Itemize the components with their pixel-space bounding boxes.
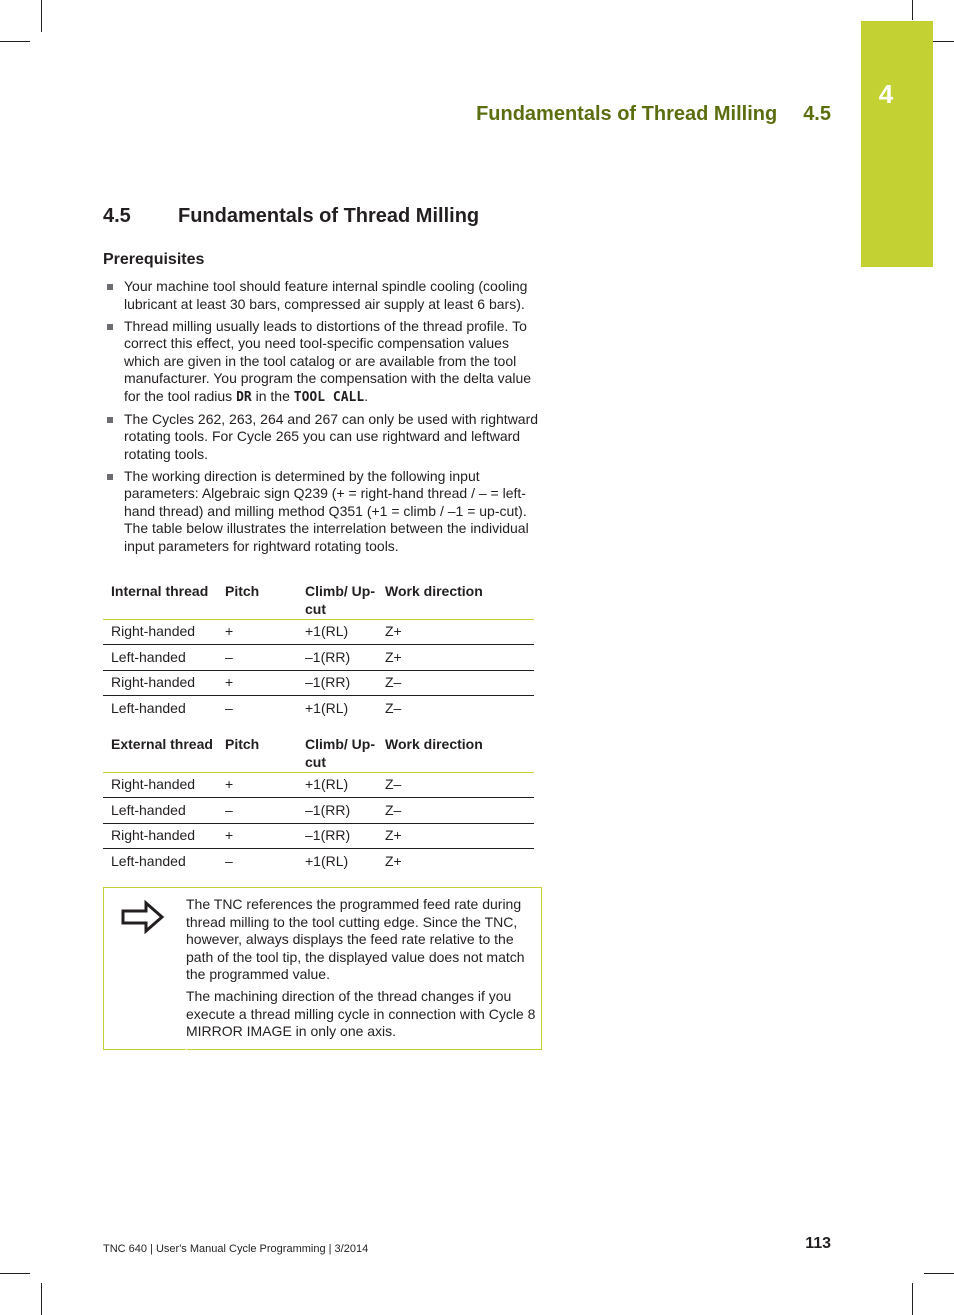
note-paragraph: The machining direction of the thread changes if you execute a thread milling cycle in connection with Cycle 8 MIRROR IMAGE in only one axis. [186,988,536,1039]
table-cell: – [225,853,233,869]
list-item-text: Your machine tool should feature internal spindle cooling (cooling lubricant at least 30 bars, compressed air supply at least 6 bars). [124,278,528,312]
note-box [103,887,542,1050]
running-header-title: Fundamentals of Thread Milling [476,103,778,125]
table-header: Work direction [377,732,534,772]
table-cell: –1(RR) [297,823,377,849]
table-row [103,670,534,696]
section-number: 4.5 [103,205,131,227]
running-header-number: 4.5 [803,103,831,125]
table-cell: +1(RL) [297,619,377,645]
table-cell: Z– [377,670,534,696]
footer-text: TNC 640 | User's Manual Cycle Programming | 3/2014 [103,1243,369,1255]
list-item-text: The Cycles 262, 263, 264 and 267 can only be used with rightward rotating tools. For Cycle 265 you can use rightward and leftward rotating tools. [124,410,539,462]
crop-mark [912,0,913,20]
prerequisites-list [103,278,543,560]
bullet-square-icon [107,417,113,423]
table-cell: +1(RL) [305,700,349,716]
note-text [186,896,536,1045]
crop-mark [912,1283,913,1315]
table-header: Climb/ Up-cut [297,579,377,619]
table-cell: Right-handed [103,823,217,849]
list-item [103,278,543,313]
table-header-row [103,732,534,772]
table-header: Pitch [217,732,297,772]
table-header-row [103,579,534,619]
internal-thread-table [103,579,534,721]
table-cell: + [217,670,297,696]
table-cell: Z+ [377,619,534,645]
table-cell: Right-handed [103,619,217,645]
bullet-square-icon [107,474,113,480]
arrow-right-icon [121,900,165,934]
bullet-square-icon [107,324,113,330]
section-title-text: Fundamentals of Thread Milling [178,205,480,227]
table-row [103,823,534,849]
table-cell: – [217,798,297,824]
code-dr: DR [236,389,252,405]
table-cell: – [225,700,233,716]
table-cell: Left-handed [103,798,217,824]
table-cell: –1(RR) [297,645,377,671]
table-header: Pitch [217,579,297,619]
crop-mark [41,1283,42,1315]
table-row [103,772,534,798]
list-item-text: in the [251,387,294,404]
list-item-text: The working direction is determined by the following input parameters: Algebraic sign Q239 (+ = right-hand thread / – = left-hand thread) and milling method Q351 (+1 = climb / –1 = up-cut). The table below illustrates the interrelation between the individual input parameters for rightward rotating tools. [124,467,529,554]
table-header: Climb/ Up-cut [297,732,377,772]
table-cell: +1(RL) [297,772,377,798]
table-cell: + [217,823,297,849]
table-cell: Right-handed [103,670,217,696]
table-cell: Z+ [385,853,402,869]
table-cell: Z– [385,700,402,716]
list-item-text: . [364,387,369,404]
list-item [103,411,543,464]
table-row [103,849,534,875]
list-item [103,318,543,407]
list-item [103,468,543,556]
crop-mark [924,1273,954,1274]
table-cell: Left-handed [103,645,217,671]
table-cell: Z+ [377,823,534,849]
list-item-text: Thread milling usually leads to distortions of the thread profile. To correct this effect, you need tool-specific compensation values which are given in the tool catalog or are available from the tool manufacturer. You program the compensation with the delta value for the tool radius [124,317,532,404]
chapter-number: 4 [878,79,894,109]
bullet-square-icon [107,284,113,290]
table-cell: – [217,645,297,671]
table-header: Work direction [377,579,534,619]
table-cell: Z– [377,798,534,824]
table-row [103,696,534,722]
external-thread-table [103,732,534,874]
table-cell: –1(RR) [297,798,377,824]
table-cell: Left-handed [111,853,186,869]
running-header [476,103,831,126]
table-cell: –1(RR) [297,670,377,696]
section-title [103,205,479,228]
table-header: Internal thread [103,579,217,619]
page-number: 113 [805,1235,831,1252]
crop-mark [0,41,30,42]
table-cell: Right-handed [103,772,217,798]
crop-mark [0,1273,30,1274]
table-cell: Z+ [377,645,534,671]
chapter-tab [861,21,933,267]
table-cell: Z– [377,772,534,798]
table-header: External thread [103,732,217,772]
table-cell: + [217,619,297,645]
crop-mark [41,0,42,32]
table-row [103,645,534,671]
code-tool-call: TOOL CALL [293,389,365,405]
table-cell: +1(RL) [305,853,349,869]
table-cell: + [217,772,297,798]
table-cell: Left-handed [111,700,186,716]
subsection-title: Prerequisites [103,251,205,268]
table-row [103,798,534,824]
table-row [103,619,534,645]
note-paragraph: The TNC references the programmed feed rate during thread milling to the tool cutting edge. Since the TNC, however, always displays the feed rate relative to the path of the tool tip, the displayed value does not match the programmed value. [186,896,525,982]
